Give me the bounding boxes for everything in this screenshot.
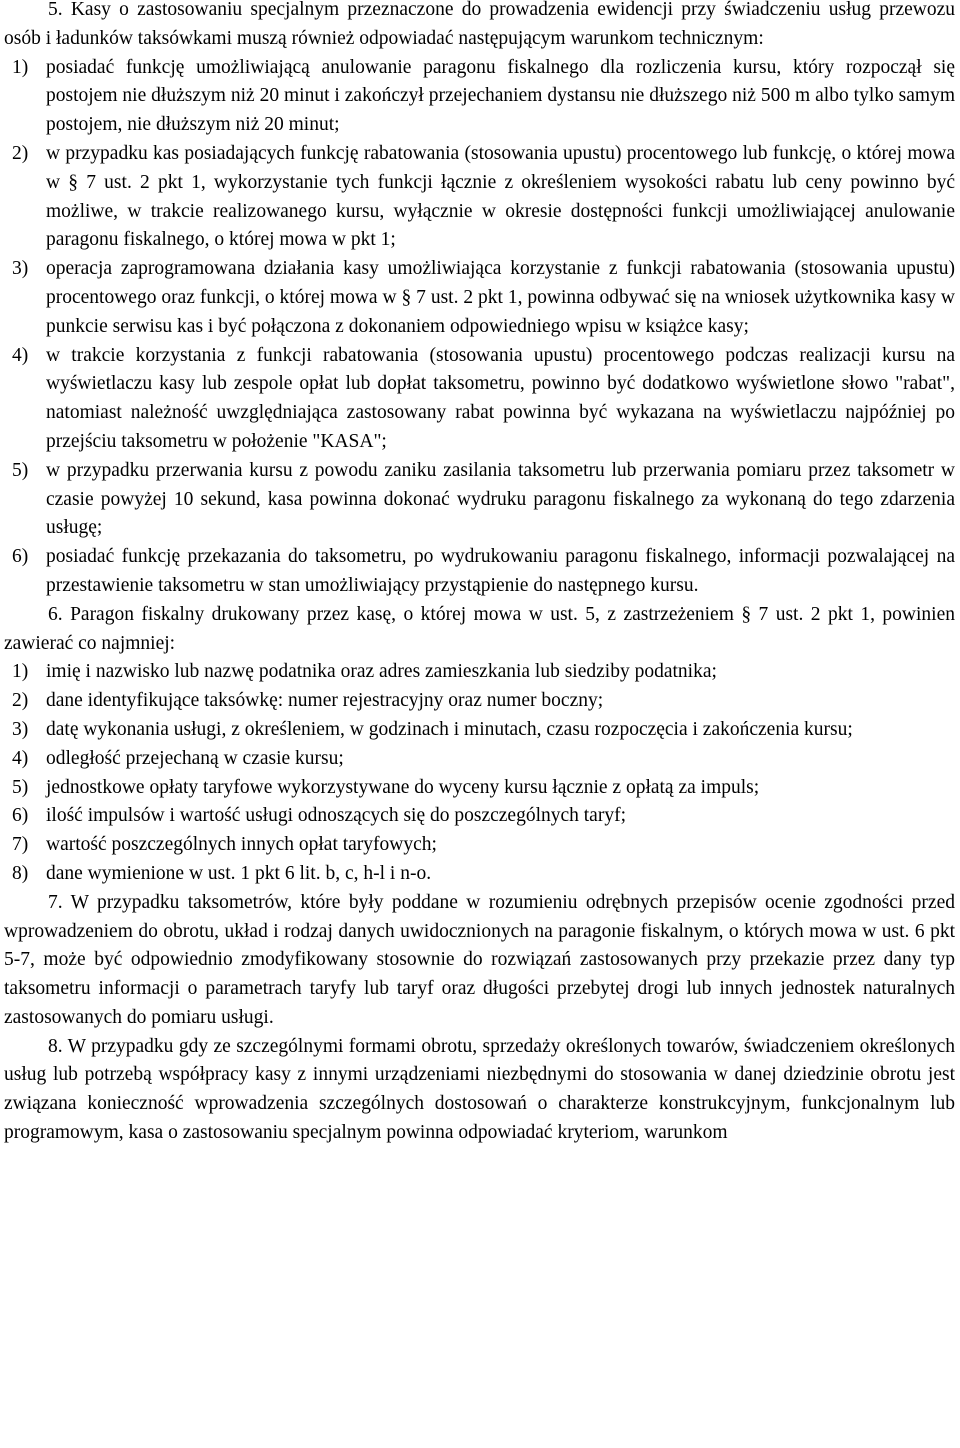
list-item <box>4 255 955 341</box>
list-item-text: w przypadku kas posiadających funkcję rabatowania (stosowania upustu) procentowego lub funkcję, o której mowa w § 7 ust. 2 pkt 1, wykorzystanie tych funkcji łącznie z określeniem wysokości rabatu lub ceny powinno być możliwe, w trakcie realizowanego kursu, wyłącznie w okresie dostępności funkcji umożliwiającej anulowanie paragonu fiskalnego, o której mowa w pkt 1; <box>46 142 955 251</box>
list-item <box>4 543 955 601</box>
paragraph-8: 8. W przypadku gdy ze szczególnymi formami obrotu, sprzedaży określonych towarów, świadczeniem określonych usług lub potrzebą współpracy kasy z innymi urządzeniami niezbędnymi do stosowania w danej dziedzinie obrotu jest związana konieczność wprowadzenia szczególnych dostosowań o charakterze konstrukcyjnym, funkcjonalnym lub programowym, kasa o zastosowaniu specjalnym powinna odpowiadać kryteriom, warunkom <box>4 1035 955 1144</box>
paragraph-7: 7. W przypadku taksometrów, które były poddane w rozumieniu odrębnych przepisów ocenie zgodności przed wprowadzeniem do obrotu, układ i rodzaj danych uwidocznionych na paragonie fiskalnym, o których mowa w ust. 6 pkt 5-7, może być odpowiednio zmodyfikowany stosownie do rozwiązań zastosowanych przy przekazie przez dany typ taksometru informacji o parametrach taryfy lub taryf oraz długości przebytej drogi lub innych jednostek naturalnych zastosowanych do pomiaru usługi. <box>4 891 955 1028</box>
list-item <box>4 802 955 831</box>
list-item <box>4 774 955 803</box>
document-page <box>4 0 955 1148</box>
list-item-number: 6) <box>12 546 29 568</box>
list-item <box>4 716 955 745</box>
list-item-text: posiadać funkcję przekazania do taksometru, po wydrukowaniu paragonu fiskalnego, informacji pozwalającej na przestawienie taksometru w stan umożliwiający przystąpienie do następnego kursu. <box>46 546 955 596</box>
list-section-5 <box>4 54 955 601</box>
list-section-6 <box>4 658 955 888</box>
list-item <box>4 831 955 860</box>
list-item-text: datę wykonania usługi, z określeniem, w godzinach i minutach, czasu rozpoczęcia i zakończenia kursu; <box>46 718 853 740</box>
list-item <box>4 745 955 774</box>
list-item-text: posiadać funkcję umożliwiającą anulowanie paragonu fiskalnego dla rozliczenia kursu, który rozpoczął się postojem nie dłuższym niż 20 minut i zakończył przejechaniem dystansu nie dłuższego niż 500 m albo tylko samym postojem, nie dłuższym niż 20 minut; <box>46 56 955 136</box>
list-item-number: 1) <box>12 56 29 78</box>
list-item <box>4 860 955 889</box>
list-item-text: operacja zaprogramowana działania kasy umożliwiająca korzystanie z funkcji rabatowania (stosowania upustu) procentowego oraz funkcji, o której mowa w § 7 ust. 2 pkt 1, powinna odbywać się na wniosek użytkownika kasy w punkcie serwisu kas i być połączona z dokonaniem odpowiedniego wpisu w książce kasy; <box>46 258 955 337</box>
list-item-text: odległość przejechaną w czasie kursu; <box>46 747 344 769</box>
list-item <box>4 457 955 543</box>
list-item-number: 4) <box>12 747 29 769</box>
list-item-number: 3) <box>12 718 29 740</box>
list-item-text: w przypadku przerwania kursu z powodu zaniku zasilania taksometru lub przerwania pomiaru przez taksometr w czasie powyżej 10 sekund, kasa powinna dokonać wydruku paragonu fiskalnego za wykonaną do tego zdarzenia usługę; <box>46 459 955 539</box>
list-item-number: 3) <box>12 258 29 280</box>
list-item-number: 6) <box>12 805 29 827</box>
paragraph-5: 5. Kasy o zastosowaniu specjalnym przeznaczone do prowadzenia ewidencji przy świadczeniu usług przewozu osób i ładunków taksówkami muszą również odpowiadać następującym warunkom technicznym: <box>4 0 955 49</box>
list-item-text: wartość poszczególnych innych opłat taryfowych; <box>46 834 437 856</box>
list-item-number: 8) <box>12 862 29 884</box>
list-item-text: imię i nazwisko lub nazwę podatnika oraz adres zamieszkania lub siedziby podatnika; <box>46 661 717 683</box>
list-item <box>4 658 955 687</box>
list-item <box>4 54 955 140</box>
list-item <box>4 140 955 255</box>
list-item-number: 5) <box>12 459 29 481</box>
paragraph-6: 6. Paragon fiskalny drukowany przez kasę, o której mowa w ust. 5, z zastrzeżeniem § 7 ust. 2 pkt 1, powinien zawierać co najmniej: <box>4 603 955 654</box>
list-item-number: 4) <box>12 344 29 366</box>
list-item-text: dane identyfikujące taksówkę: numer rejestracyjny oraz numer boczny; <box>46 690 604 712</box>
list-item-text: dane wymienione w ust. 1 pkt 6 lit. b, c, h-l i n-o. <box>46 862 432 884</box>
list-item <box>4 342 955 457</box>
list-item-number: 7) <box>12 834 29 856</box>
list-item-number: 5) <box>12 776 29 798</box>
list-item-text: w trakcie korzystania z funkcji rabatowania (stosowania upustu) procentowego podczas realizacji kursu na wyświetlaczu kasy lub zespole opłat lub dopłat taksometru, powinno być dodatkowo wyświetlone słowo "rabat", natomiast należność uwzględniająca zastosowany rabat powinna być wykazana na wyświetlaczu najpóźniej po przejściu taksometru w położenie "KASA"; <box>46 344 955 452</box>
list-item-text: jednostkowe opłaty taryfowe wykorzystywane do wyceny kursu łącznie z opłatą za impuls; <box>46 776 760 798</box>
list-item-text: ilość impulsów i wartość usługi odnoszących się do poszczególnych taryf; <box>46 805 626 827</box>
list-item-number: 1) <box>12 661 29 683</box>
list-item <box>4 687 955 716</box>
list-item-number: 2) <box>12 690 29 712</box>
list-item-number: 2) <box>12 142 29 164</box>
